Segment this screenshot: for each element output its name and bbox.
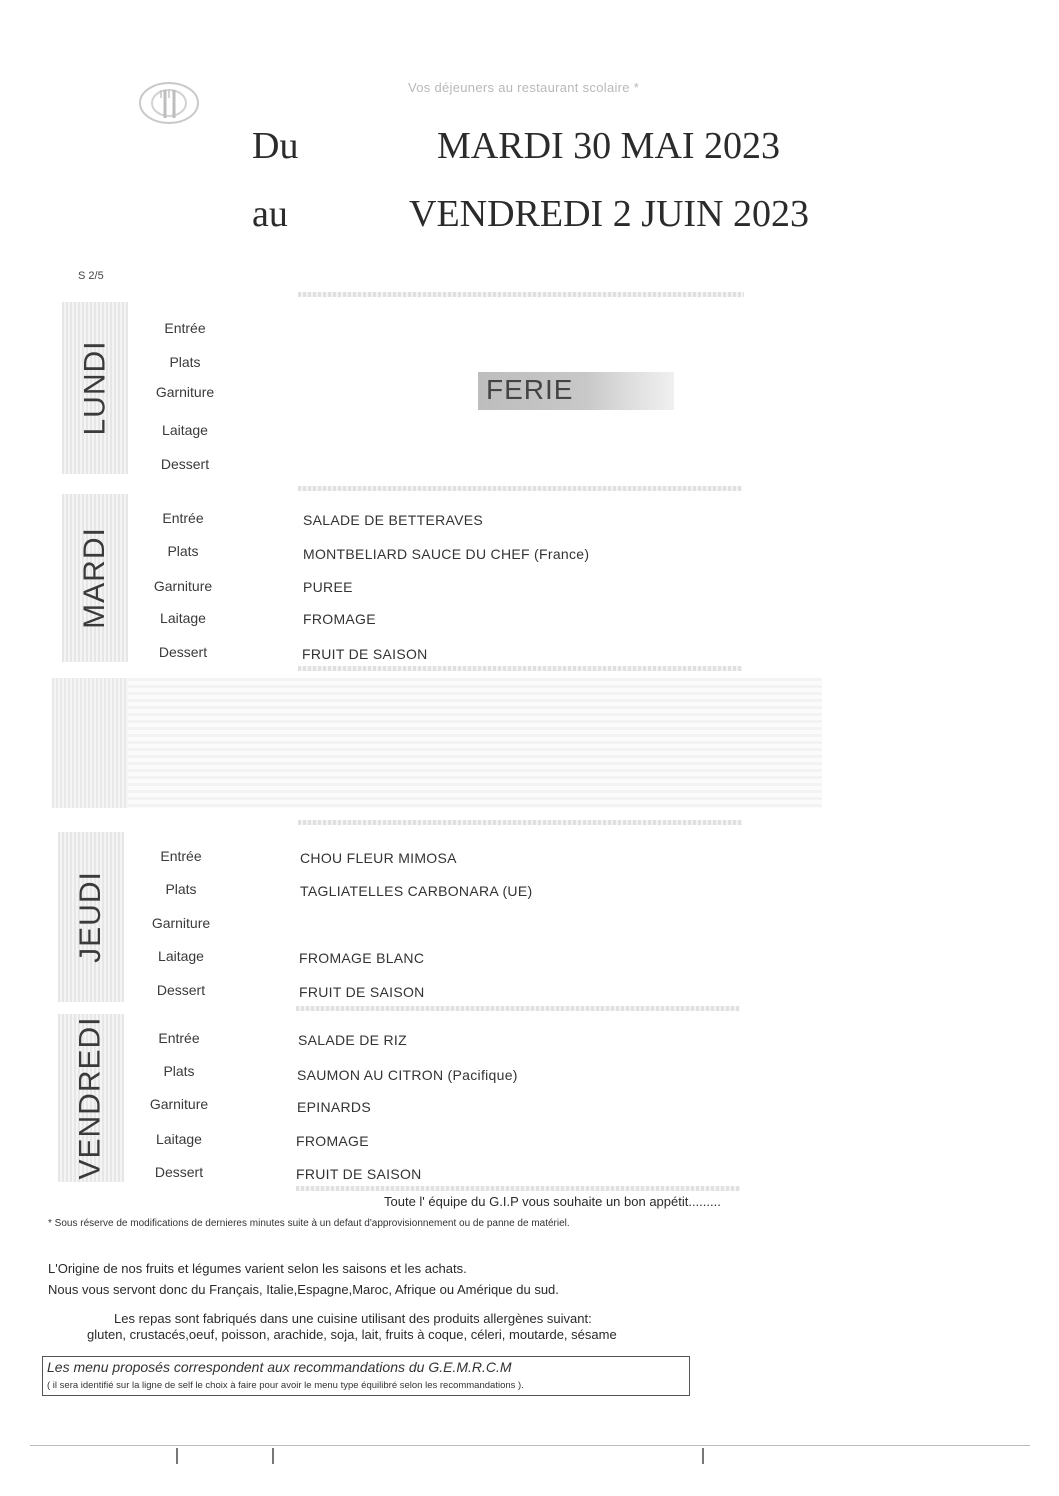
- separator: [296, 1006, 740, 1011]
- dish-entree: SALADE DE BETTERAVES: [303, 512, 484, 528]
- gemrcm-line-1: Les menu proposés correspondent aux recommandations du G.E.M.R.C.M: [47, 1359, 512, 1375]
- category-plats: Plats: [163, 1063, 195, 1079]
- dish-laitage: FROMAGE: [296, 1133, 369, 1149]
- holiday-label: FERIE: [486, 374, 574, 405]
- category-garniture: Garniture: [153, 578, 213, 594]
- separator: [298, 486, 742, 491]
- origin-line-2: Nous vous servont donc du Français, Italie,Espagne,Maroc, Afrique ou Amérique du sud.: [48, 1282, 559, 1297]
- separator: [298, 666, 742, 671]
- category-plats: Plats: [167, 543, 199, 559]
- day-bar: [58, 832, 124, 1002]
- category-entree: Entrée: [158, 1030, 200, 1046]
- dish-plats: SAUMON AU CITRON (Pacifique): [297, 1067, 518, 1083]
- category-garniture: Garniture: [151, 915, 211, 931]
- separator: [298, 292, 744, 297]
- disclaimer-text: * Sous réserve de modifications de dernieres minutes suite à un defaut d'approvisionnement ou de panne de matériel.: [48, 1218, 570, 1229]
- gemrcm-line-2: ( il sera identifié sur la ligne de self le choix à faire pour avoir le menu type équilibré selon les recommandations ).: [47, 1380, 524, 1391]
- day-label-jeudi: JEUDI: [74, 871, 107, 963]
- category-laitage: Laitage: [156, 1131, 202, 1147]
- allergen-line-1: Les repas sont fabriqués dans une cuisine utilisant des produits allergènes suivant:: [114, 1311, 592, 1326]
- dish-entree: SALADE DE RIZ: [298, 1032, 407, 1048]
- allergen-line-2: gluten, crustacés,oeuf, poisson, arachide, soja, lait, fruits à coque, céleri, moutarde, sésame: [87, 1327, 617, 1342]
- dish-dessert: FRUIT DE SAISON: [302, 646, 428, 662]
- day-bar: [62, 302, 128, 474]
- bon-appetit-text: Toute l' équipe du G.I.P vous souhaite un bon appétit.........: [384, 1194, 721, 1209]
- dish-plats: MONTBELIARD SAUCE DU CHEF (France): [303, 546, 590, 562]
- category-dessert: Dessert: [158, 644, 208, 660]
- page-code: S 2/5: [78, 270, 104, 282]
- category-dessert: Dessert: [160, 456, 210, 472]
- category-laitage: Laitage: [158, 948, 204, 964]
- page-subtitle: Vos déjeuners au restaurant scolaire *: [408, 80, 640, 95]
- to-label: au: [252, 193, 288, 235]
- category-garniture: Garniture: [149, 1096, 209, 1112]
- day-bar: [62, 494, 128, 662]
- category-entree: Entrée: [160, 848, 202, 864]
- category-garniture: Garniture: [155, 384, 215, 400]
- category-dessert: Dessert: [154, 1164, 204, 1180]
- bottom-divider: [30, 1445, 1030, 1446]
- category-entree: Entrée: [162, 510, 204, 526]
- dish-dessert: FRUIT DE SAISON: [299, 984, 425, 1000]
- from-label: Du: [252, 125, 299, 167]
- dish-plats: TAGLIATELLES CARBONARA (UE): [300, 883, 533, 899]
- fork-knife-plate-icon: [138, 80, 200, 126]
- bottom-tick: [272, 1448, 274, 1464]
- bottom-tick: [176, 1448, 178, 1464]
- origin-line-1: L'Origine de nos fruits et légumes varient selon les saisons et les achats.: [48, 1261, 467, 1276]
- to-date: VENDREDI 2 JUIN 2023: [409, 193, 810, 235]
- category-laitage: Laitage: [160, 610, 206, 626]
- dish-garniture: PUREE: [303, 579, 353, 595]
- day-label-mardi: MARDI: [78, 527, 112, 629]
- gemrcm-notice-box: [42, 1356, 690, 1396]
- dish-laitage: FROMAGE BLANC: [299, 950, 425, 966]
- bottom-tick: [702, 1448, 704, 1464]
- category-entree: Entrée: [164, 320, 206, 336]
- day-label-lundi: LUNDI: [78, 340, 112, 436]
- blank-day-band: [52, 678, 822, 808]
- day-label-vendredi: VENDREDI: [74, 1016, 107, 1180]
- holiday-badge: [478, 372, 674, 410]
- day-bar: [58, 1014, 124, 1182]
- category-plats: Plats: [169, 354, 201, 370]
- separator: [298, 820, 742, 825]
- dish-entree: CHOU FLEUR MIMOSA: [300, 850, 457, 866]
- dish-dessert: FRUIT DE SAISON: [296, 1166, 422, 1182]
- category-plats: Plats: [165, 881, 197, 897]
- category-dessert: Dessert: [156, 982, 206, 998]
- from-date: MARDI 30 MAI 2023: [437, 125, 781, 167]
- separator: [296, 1186, 740, 1191]
- dish-garniture: EPINARDS: [297, 1099, 371, 1115]
- dish-laitage: FROMAGE: [303, 611, 376, 627]
- category-laitage: Laitage: [162, 422, 208, 438]
